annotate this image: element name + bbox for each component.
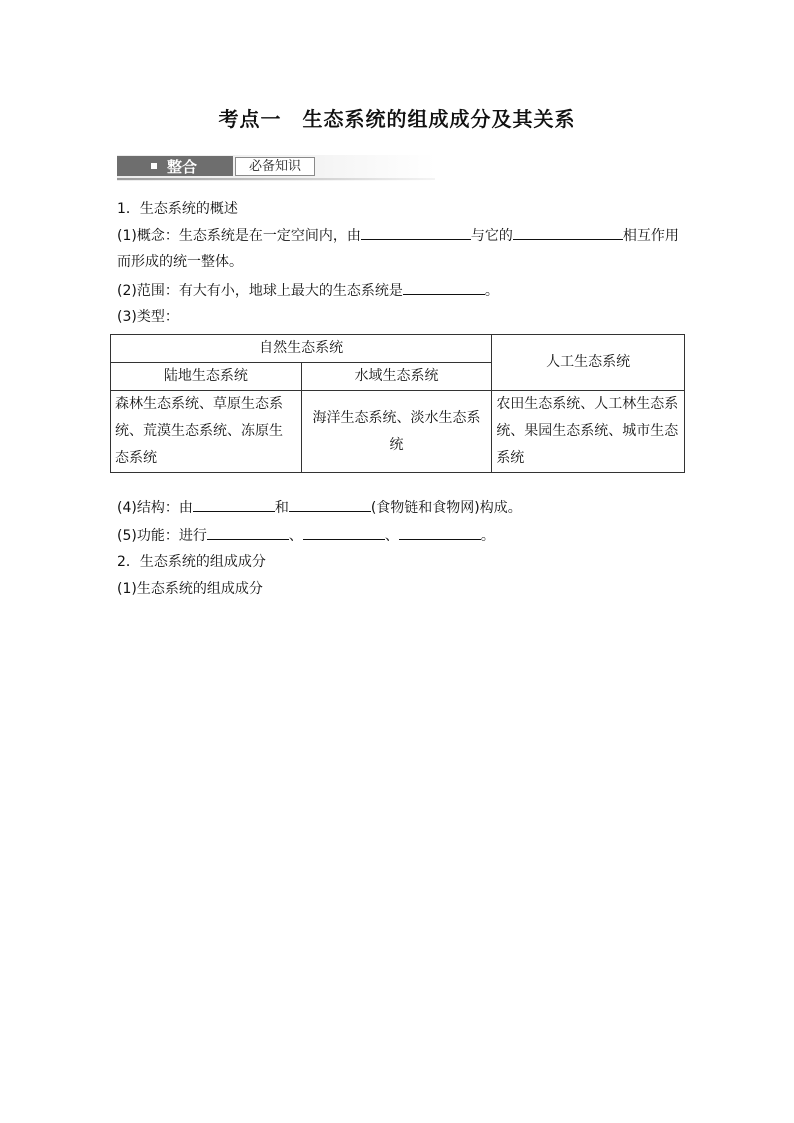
header-natural: 自然生态系统: [111, 335, 492, 363]
concept-text-b: 与它的: [470, 228, 513, 244]
function-blank-2[interactable]: [303, 525, 385, 540]
header-water: 水域生态系统: [301, 363, 492, 391]
page-title: 考点一 生态系统的组成成分及其关系: [218, 107, 576, 131]
banner-main-label: 整合: [167, 157, 198, 176]
concept-line: [117, 225, 679, 246]
function-sep-2: 、: [384, 528, 399, 544]
cell-artificial-types: 农田生态系统、人工林生态系统、果园生态系统、城市生态系统: [492, 391, 685, 473]
range-text-b: 。: [484, 283, 499, 299]
concept-blank-1[interactable]: [361, 225, 471, 240]
ecosystem-types-table: [110, 334, 685, 473]
concept-text-a: (1)概念：生态系统是在一定空间内，由: [117, 228, 361, 244]
banner-main-tag: [117, 156, 233, 176]
function-blank-3[interactable]: [399, 525, 481, 540]
function-end: 。: [480, 528, 495, 544]
banner-underline: [117, 178, 435, 180]
structure-blank-2[interactable]: [289, 497, 371, 512]
section-2-sub-1: (1)生态系统的组成成分: [117, 581, 263, 597]
concept-line-cont: 而形成的统一整体。: [117, 254, 243, 270]
range-line: [117, 280, 499, 301]
cell-land-types: 森林生态系统、草原生态系统、荒漠生态系统、冻原生态系统: [111, 391, 302, 473]
function-sep-1: 、: [288, 528, 303, 544]
structure-line: [117, 497, 522, 518]
cell-water-types: 海洋生态系统、淡水生态系统: [301, 391, 492, 473]
concept-blank-2[interactable]: [513, 225, 623, 240]
structure-text-a: (4)结构：由: [117, 500, 193, 516]
structure-text-b: 和: [274, 500, 289, 516]
function-text-a: (5)功能：进行: [117, 528, 207, 544]
section-2-heading: 2．生态系统的组成成分: [117, 554, 266, 570]
range-blank[interactable]: [403, 280, 485, 295]
structure-blank-1[interactable]: [193, 497, 275, 512]
header-artificial: 人工生态系统: [492, 335, 685, 391]
types-line: (3)类型：: [117, 309, 179, 325]
section-1-heading: 1．生态系统的概述: [117, 201, 238, 217]
square-bullet-icon: [151, 163, 157, 169]
header-land: 陆地生态系统: [111, 363, 302, 391]
section-banner: [117, 155, 435, 181]
function-line: [117, 525, 495, 546]
concept-text-c: 相互作用: [622, 228, 679, 244]
banner-sub-label: 必备知识: [235, 157, 315, 176]
range-text-a: (2)范围：有大有小，地球上最大的生态系统是: [117, 283, 403, 299]
function-blank-1[interactable]: [207, 525, 289, 540]
structure-text-c: (食物链和食物网)构成。: [370, 500, 522, 516]
